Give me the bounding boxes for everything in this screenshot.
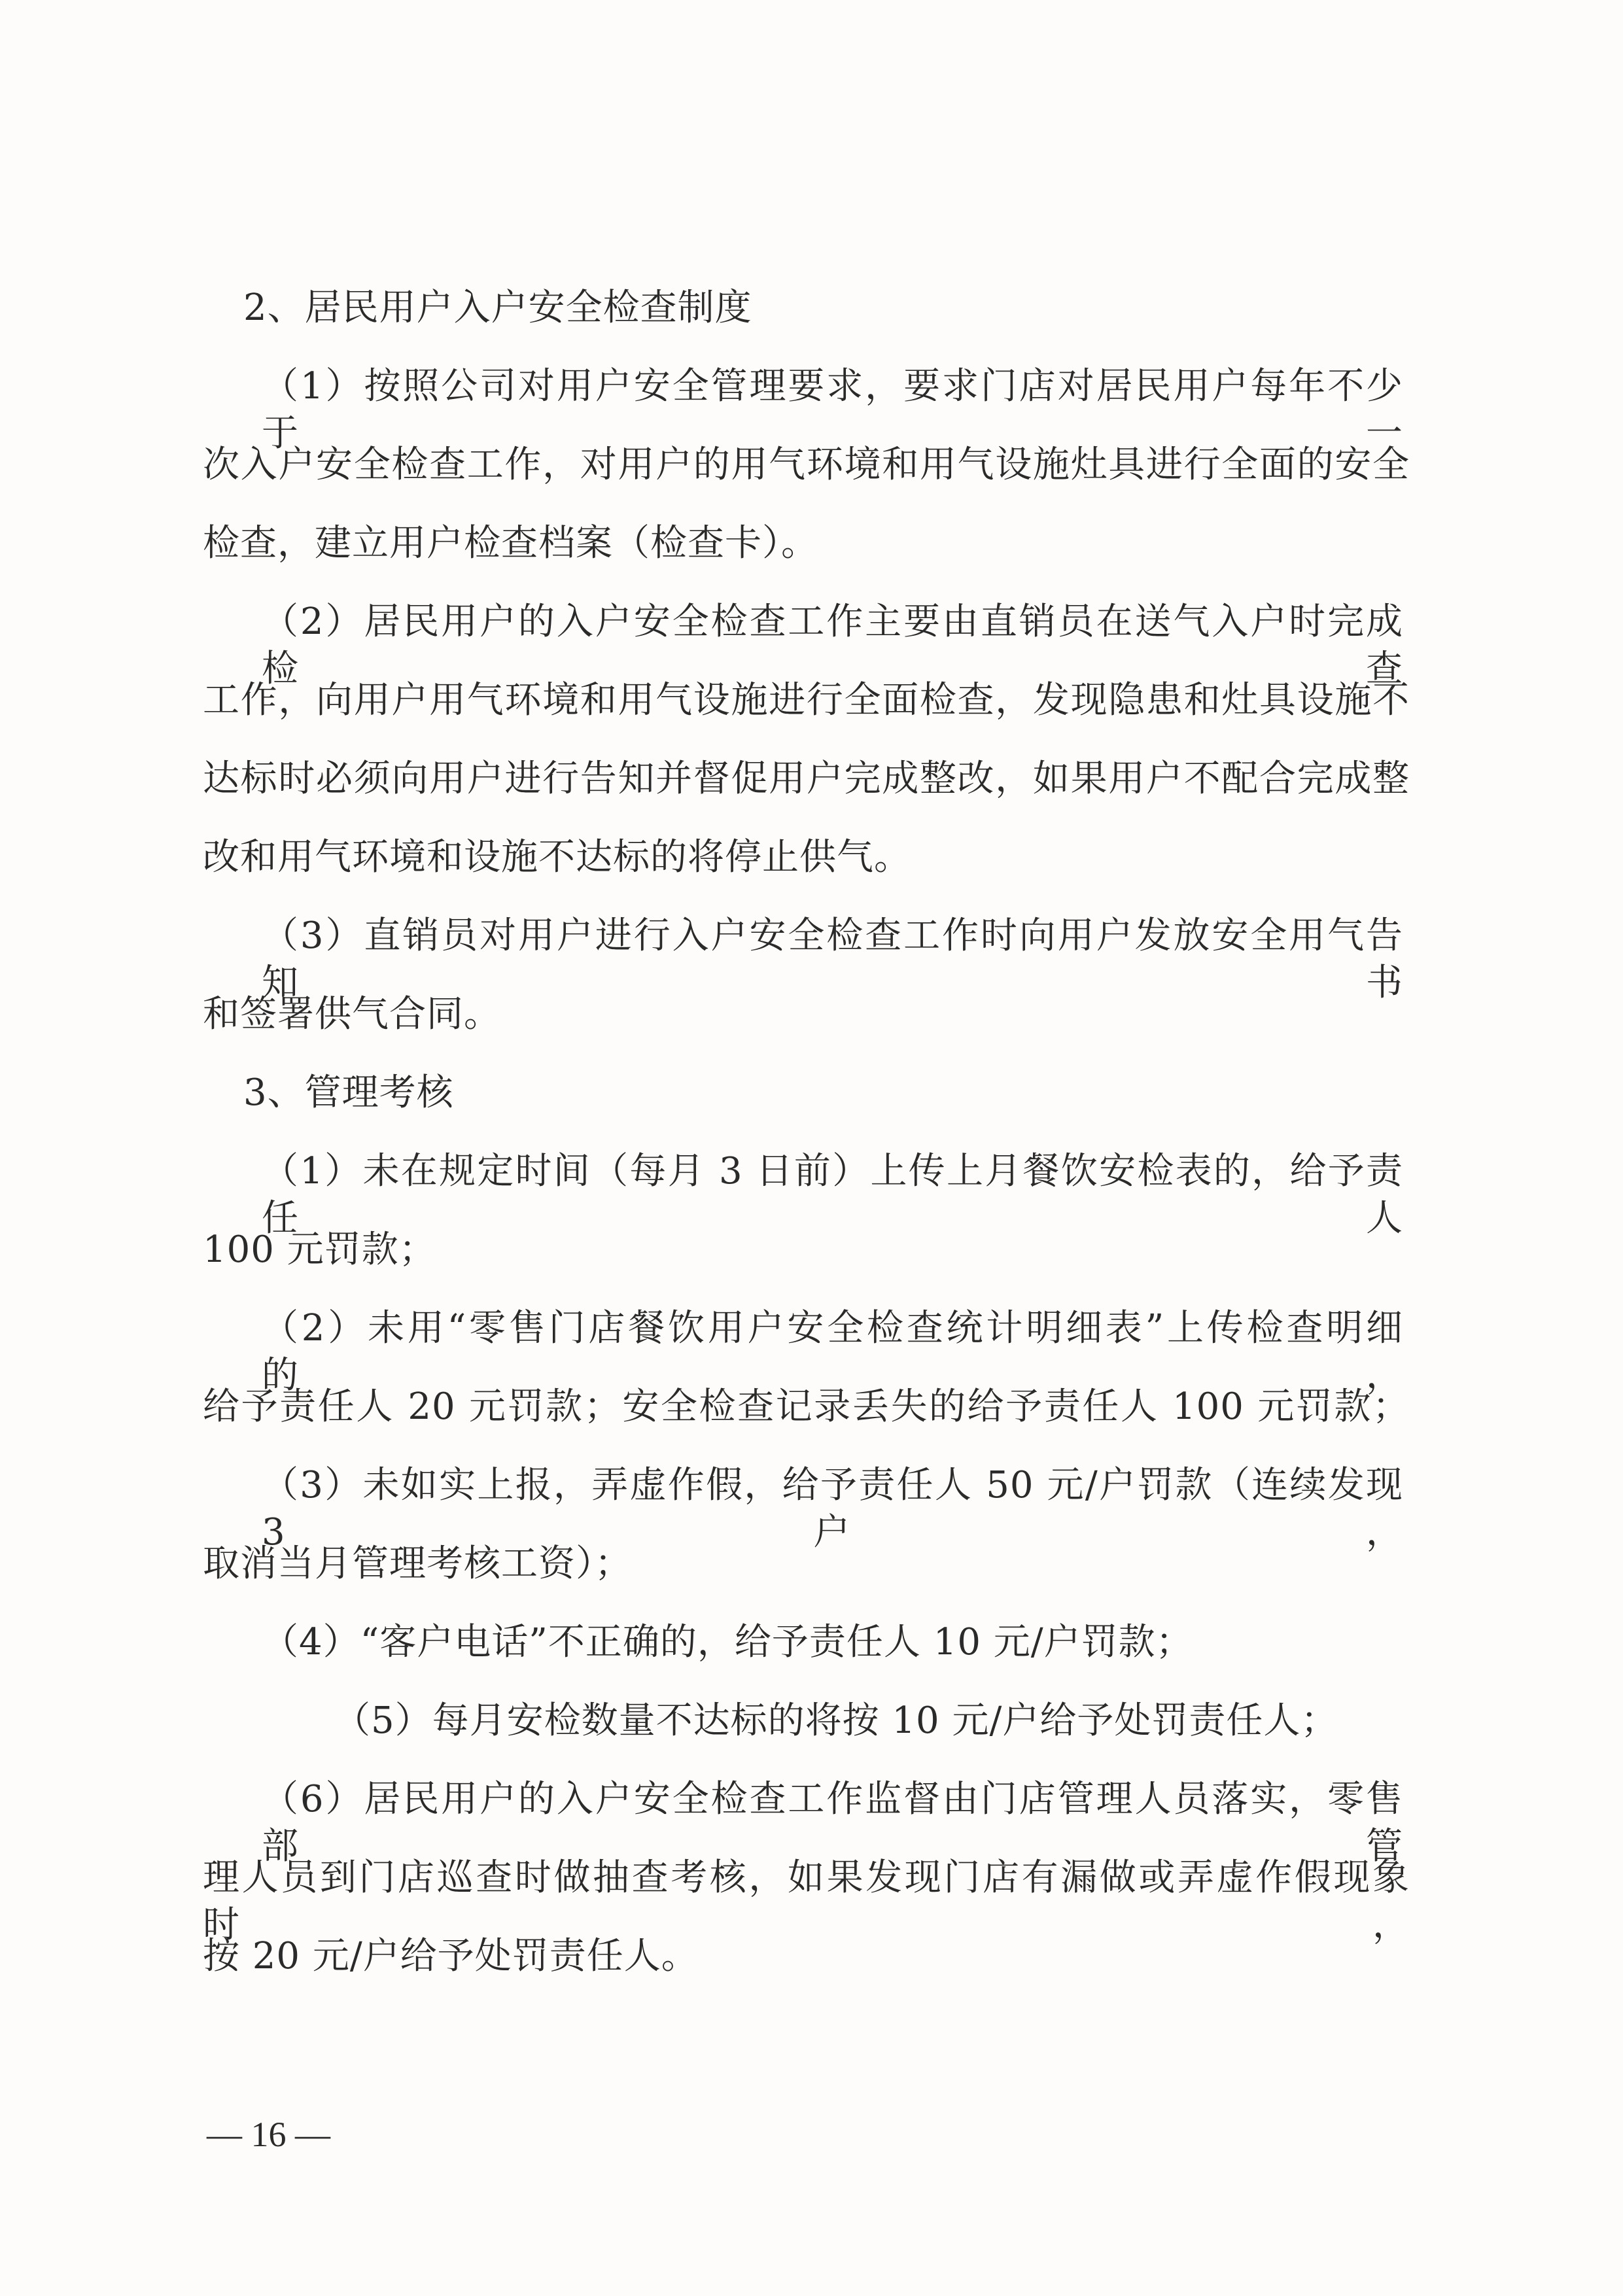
paragraph-line: 次入户安全检查工作，对用户的用气环境和用气设施灶具进行全面的安全 — [203, 444, 1410, 486]
paragraph-line: （1）未在规定时间（每月 3 日前）上传上月餐饮安检表的，给予责任人 — [262, 1150, 1403, 1240]
paragraph-line: 和签署供气合同。 — [203, 993, 501, 1035]
paragraph-line: （2）未用“零售门店餐饮用户安全检查统计明细表”上传检查明细的， — [262, 1307, 1403, 1397]
paragraph-line: （5）每月安检数量不达标的将按 10 元/户给予处罚责任人； — [334, 1699, 1338, 1742]
paragraph-line: （6）居民用户的入户安全检查工作监督由门店管理人员落实，零售部管 — [262, 1778, 1403, 1868]
paragraph-line: （3）未如实上报，弄虚作假，给予责任人 50 元/户罚款（连续发现 3 户， — [262, 1464, 1403, 1554]
page-number: — 16 — — [207, 2115, 330, 2154]
paragraph-line: 达标时必须向用户进行告知并督促用户完成整改，如果用户不配合完成整 — [203, 757, 1410, 800]
paragraph-line: 100 元罚款； — [203, 1228, 436, 1271]
paragraph-line: 改和用气环境和设施不达标的将停止供气。 — [203, 836, 911, 878]
paragraph-line: 检查，建立用户检查档案（检查卡）。 — [203, 522, 818, 565]
paragraph-line: （4）“客户电话”不正确的，给予责任人 10 元/户罚款； — [262, 1621, 1193, 1663]
paragraph-line: （3）直销员对用户进行入户安全检查工作时向用户发放安全用气告知书 — [262, 914, 1403, 1004]
paragraph-line: （2）居民用户的入户安全检查工作主要由直销员在送气入户时完成检查 — [262, 600, 1403, 690]
paragraph-line: 按 20 元/户给予处罚责任人。 — [203, 1935, 699, 1977]
paragraph-line: 取消当月管理考核工资）； — [203, 1542, 632, 1585]
paragraph-line: 工作，向用户用气环境和用气设施进行全面检查，发现隐患和灶具设施不 — [203, 679, 1410, 722]
paragraph-line: 理人员到门店巡查时做抽查考核，如果发现门店有漏做或弄虚作假现象时， — [203, 1856, 1410, 1946]
paragraph-line: 给予责任人 20 元罚款；安全检查记录丢失的给予责任人 100 元罚款； — [203, 1385, 1410, 1428]
paragraph-line: （1）按照公司对用户安全管理要求，要求门店对居民用户每年不少于一 — [262, 365, 1403, 455]
section-heading-resident-inspection: 2、居民用户入户安全检查制度 — [243, 287, 752, 329]
section-heading-management-assessment: 3、管理考核 — [243, 1071, 454, 1114]
